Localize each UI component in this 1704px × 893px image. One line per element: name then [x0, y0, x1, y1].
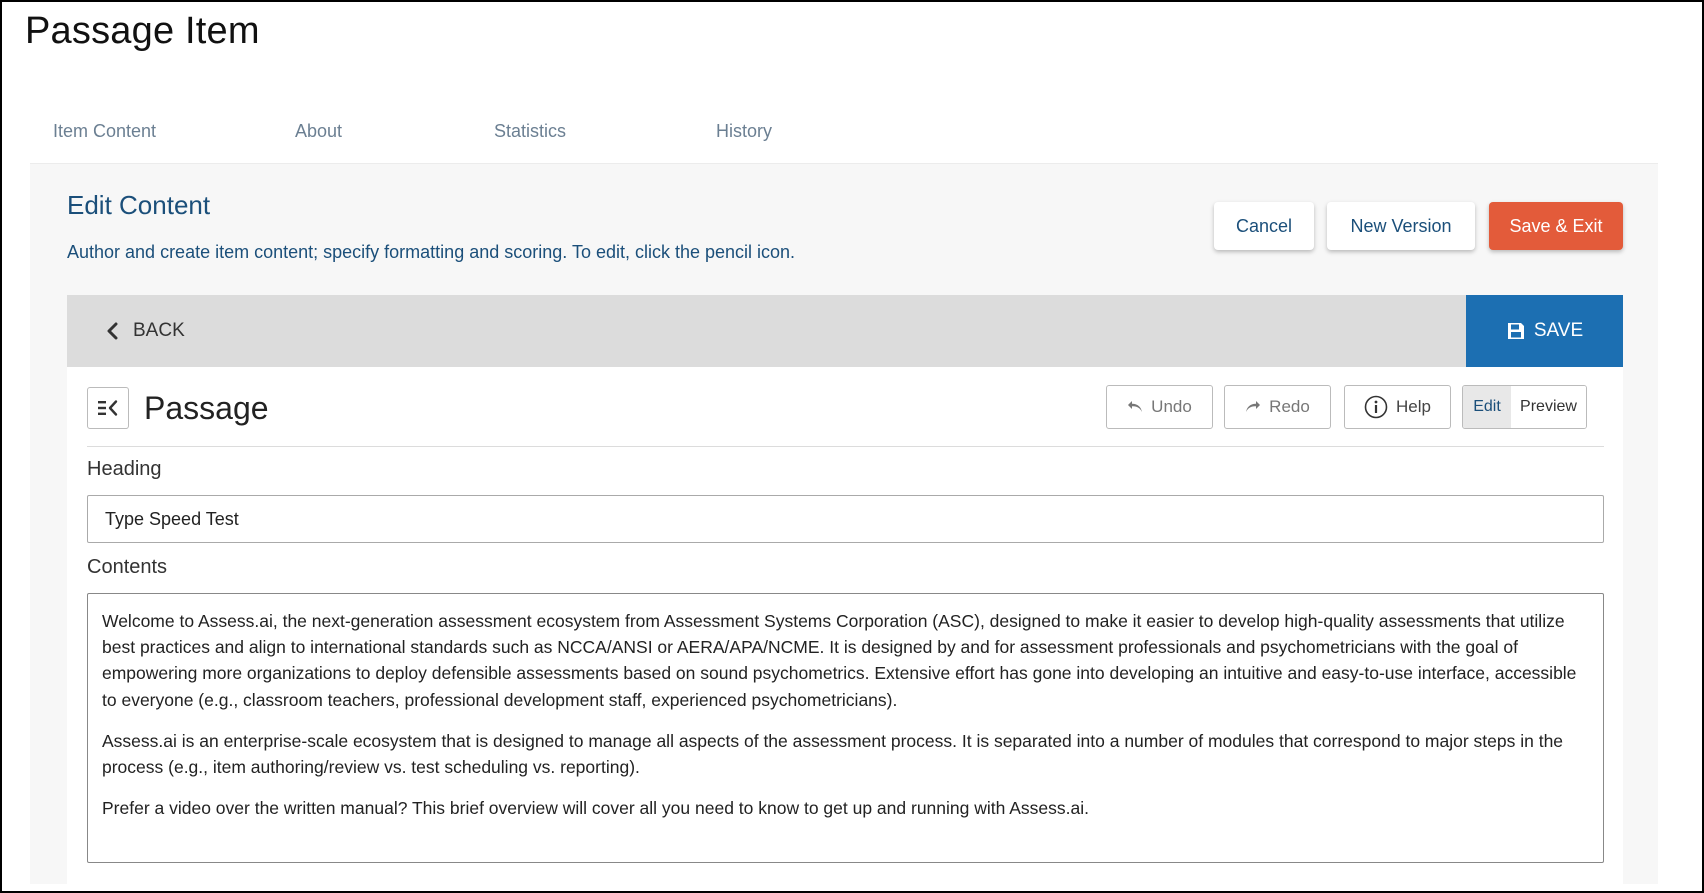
tab-bar: [30, 110, 1658, 164]
redo-button[interactable]: [1224, 385, 1331, 429]
tab-history[interactable]: History: [716, 121, 773, 141]
chevron-left-icon: [105, 322, 119, 340]
preview-mode-button[interactable]: Preview: [1511, 386, 1586, 428]
undo-label: Undo: [1151, 397, 1192, 416]
tab-about[interactable]: About: [295, 121, 343, 141]
passage-title: Passage: [144, 390, 269, 426]
new-version-button[interactable]: New Version: [1327, 202, 1475, 250]
editor-action-bar: [67, 295, 1623, 367]
edit-content-panel: [30, 164, 1658, 884]
contents-label: Contents: [87, 556, 168, 578]
save-and-exit-button[interactable]: Save & Exit: [1489, 202, 1623, 250]
heading-label: Heading: [87, 458, 162, 480]
heading-input[interactable]: [87, 495, 1604, 543]
back-button[interactable]: [105, 295, 185, 367]
help-label: Help: [1396, 397, 1431, 416]
undo-icon: [1127, 400, 1143, 414]
undo-button[interactable]: [1106, 385, 1213, 429]
edit-content-description: Author and create item content; specify formatting and scoring. To edit, click the pencil icon.: [67, 242, 796, 262]
back-button-label: BACK: [133, 320, 185, 341]
tab-statistics[interactable]: Statistics: [494, 121, 567, 141]
contents-paragraph: Prefer a video over the written manual? This brief overview will cover all you need to know to get up and running with Assess.ai.: [102, 798, 1089, 819]
redo-icon: [1245, 400, 1261, 414]
redo-label: Redo: [1269, 397, 1310, 416]
info-icon: [1364, 395, 1388, 419]
save-button[interactable]: [1466, 295, 1623, 367]
help-button[interactable]: [1344, 385, 1451, 429]
save-button-label: SAVE: [1533, 320, 1584, 341]
edit-preview-toggle: [1462, 385, 1587, 429]
divider: [87, 446, 1604, 447]
edit-mode-button[interactable]: Edit: [1463, 386, 1511, 428]
cancel-button[interactable]: Cancel: [1214, 202, 1314, 250]
collapse-sidebar-icon: [97, 399, 119, 417]
passage-editor: [67, 367, 1623, 884]
edit-content-title: Edit Content: [67, 190, 211, 220]
collapse-panel-button[interactable]: [87, 387, 129, 429]
floppy-disk-icon: [1506, 321, 1526, 341]
tab-item-content[interactable]: Item Content: [53, 121, 157, 141]
contents-paragraph: Assess.ai is an enterprise-scale ecosystem that is designed to manage all aspects of the assessment process. It is separated into a number of modules that correspond to major steps in the process (e.g., item authoring/review vs. test scheduling vs. reporting).: [102, 730, 1564, 778]
page-title: Passage Item: [25, 10, 260, 52]
contents-paragraph: Welcome to Assess.ai, the next-generation assessment ecosystem from Assessment Systems Corporation (ASC), designed to make it easier to develop high-quality assessments that utilize best practices and align to international standards such as NCCA/ANSI or AERA/APA/NCME. It is designed by and for assessment professionals and psychometricians with the goal of empowering more organizations to deploy defensible assessments based on sound psychometrics. Extensive effort has gone into developing an intuitive and easy-to-use interface, accessible to everyone (e.g., classroom teachers, professional development staff, experienced psychometricians).: [102, 611, 1577, 710]
contents-editor[interactable]: [87, 593, 1604, 863]
